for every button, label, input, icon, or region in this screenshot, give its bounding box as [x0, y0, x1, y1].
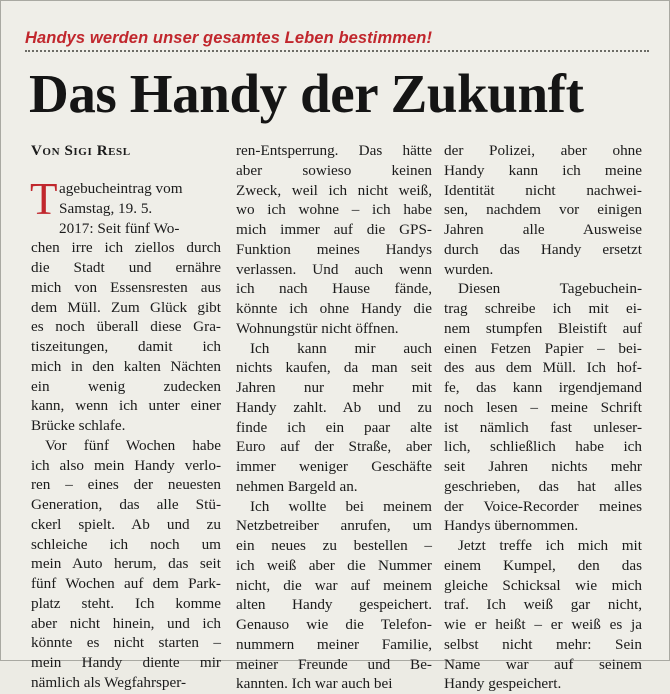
text-line: Euro auf der Straße, aber: [236, 438, 432, 456]
text-line: kannten. Ich war auch bei: [236, 675, 393, 693]
text-line: Handys übernommen.: [444, 517, 579, 535]
article-headline: Das Handy der Zukunft: [29, 63, 584, 124]
text-line: einem Kumpel, den das: [444, 556, 642, 574]
text-line: Zweck, weil ich nicht weiß,: [236, 181, 432, 199]
text-line: der Voice-Recorder meines: [444, 497, 642, 515]
text-line: ich weiß aber die Nummer: [236, 556, 432, 574]
text-line: meiner Freunde und Be-: [236, 655, 432, 673]
text-line: Funktion meines Handys: [236, 240, 432, 258]
text-line: Name war auf seinem: [444, 655, 642, 673]
text-line: durch das Handy ersetzt: [444, 240, 642, 258]
text-line: platz steht. Ich komme: [31, 594, 221, 612]
text-line: nämlich als Wegfahrsper-: [31, 673, 187, 691]
article-byline: Von Sigi Resl: [31, 143, 131, 159]
text-line: 2017: Seit fünf Wo-: [59, 219, 180, 237]
text-line: Samstag, 19. 5.: [59, 199, 153, 217]
text-line: Vor fünf Wochen habe: [45, 436, 221, 454]
text-line: könnte es nicht starten –: [31, 634, 221, 652]
text-line: fe, das kann irgendjemand: [444, 379, 642, 396]
text-line: ein neues zu bestellen –: [236, 537, 432, 554]
text-line: des aus dem Müll. Ich hof-: [444, 359, 642, 377]
text-line: Jetzt treffe ich mich mit: [458, 537, 642, 554]
text-line: ich nach Hause fände,: [236, 280, 432, 298]
text-line: agebucheintrag vom: [59, 180, 183, 197]
text-line: der Polizei, aber ohne: [444, 142, 642, 159]
text-line: Handy gespeichert.: [444, 675, 562, 693]
text-line: mich von Essensresten aus: [31, 278, 221, 296]
article-column-1: [30, 174, 221, 693]
text-line: mein Handy diente mir: [31, 654, 221, 671]
text-line: Genauso wie die Telefon-: [236, 616, 432, 633]
text-line: seit Jahren nichts mehr: [444, 458, 642, 475]
text-line: Identität nicht nachwei-: [444, 181, 642, 199]
text-line: selbst nicht mehr: Sein: [444, 635, 642, 653]
text-line: nicht, die war auf meinem: [236, 576, 432, 594]
text-line: tiszeitungen, damit ich: [31, 338, 221, 355]
text-line: Handy zahlt. Ab und zu: [236, 398, 432, 416]
text-line: Netzbetreiber anrufen, um: [236, 517, 432, 535]
text-line: nehmen Bargeld an.: [236, 477, 358, 495]
text-line: nummern meiner Familie,: [236, 635, 432, 653]
text-line: ein wenig zudecken: [31, 377, 221, 395]
text-line: wo ich wohne – ich habe: [236, 201, 432, 219]
text-line: Handy kann ich meine: [444, 161, 642, 179]
text-line: Jahren alle Ausweise: [444, 221, 642, 238]
text-line: nichts kaufen, da man seit: [236, 359, 432, 377]
text-line: wurden.: [444, 260, 494, 278]
text-line: Wohnungstür nicht öffnen.: [236, 319, 399, 337]
text-line: traf. Ich weiß gar nicht,: [444, 596, 642, 614]
article-kicker: Handys werden unser gesamtes Leben bestimmen!: [25, 29, 433, 47]
text-line: lich, schließlich habe ich: [444, 438, 642, 456]
text-line: sen, nachdem vor einigen: [444, 201, 642, 219]
text-line: die Stadt und ernähre: [31, 259, 221, 276]
text-line: alten Handy gespeichert.: [236, 596, 432, 614]
text-line: gleiche Schicksal wie mich: [444, 576, 642, 594]
text-line: aber sowieso keinen: [236, 161, 432, 179]
text-line: verlassen. Und auch wenn: [236, 260, 432, 278]
text-line: finde ich ein paar alte: [236, 418, 432, 436]
drop-cap: T: [30, 174, 58, 224]
text-line: ren-Entsperrung. Das hätte: [236, 142, 432, 159]
text-line: schleiche ich noch um: [31, 535, 221, 553]
text-line: einen Fetzen Papier – bei-: [444, 339, 642, 357]
text-line: kann, wenn ich unter einer: [31, 397, 221, 415]
text-line: immer weniger Geschäfte: [236, 458, 432, 475]
text-line: ich also mein Handy verlo-: [31, 456, 221, 474]
text-line: mich in den kalten Nächten: [31, 357, 221, 375]
text-line: trag schreibe ich mit ei-: [444, 300, 642, 317]
text-line: Jahren nur mehr mit: [236, 379, 432, 396]
text-line: mich immer auf die GPS-: [236, 221, 432, 238]
kicker-divider: [25, 50, 649, 52]
text-line: Ich wollte bei meinem: [250, 497, 432, 515]
text-line: noch lesen – meine Schrift: [444, 398, 642, 416]
text-line: chen irre ich ziellos durch: [31, 239, 221, 257]
text-line: fünf Wochen auf dem Park-: [31, 575, 221, 592]
text-line: es noch überall diese Gra-: [31, 318, 221, 336]
text-line: Ich kann mir auch: [250, 339, 432, 357]
article-column-2: [236, 141, 432, 694]
article-column-3: [444, 141, 642, 694]
text-line: wie er heißt – er weiß es ja: [444, 616, 642, 633]
text-line: könnte ich ohne Handy die: [236, 300, 432, 317]
text-line: mein Auto herum, das seit: [31, 555, 221, 573]
text-line: Generation, das alle Stü-: [31, 496, 221, 513]
text-line: ist nämlich fast unleser-: [444, 418, 642, 436]
text-line: dem Müll. Zum Glück gibt: [31, 298, 221, 316]
text-line: aber nicht hinein, und ich: [31, 614, 221, 632]
text-line: Diesen Tagebuchein-: [458, 280, 642, 298]
text-line: nem stumpfen Bleistift auf: [444, 319, 642, 337]
text-line: ren – eines der neuesten: [31, 476, 221, 494]
text-line: Brücke schlafe.: [31, 417, 126, 434]
text-line: ckerl spielt. Ab und zu: [31, 515, 221, 533]
text-line: geschrieben, das hat alles: [444, 477, 642, 495]
